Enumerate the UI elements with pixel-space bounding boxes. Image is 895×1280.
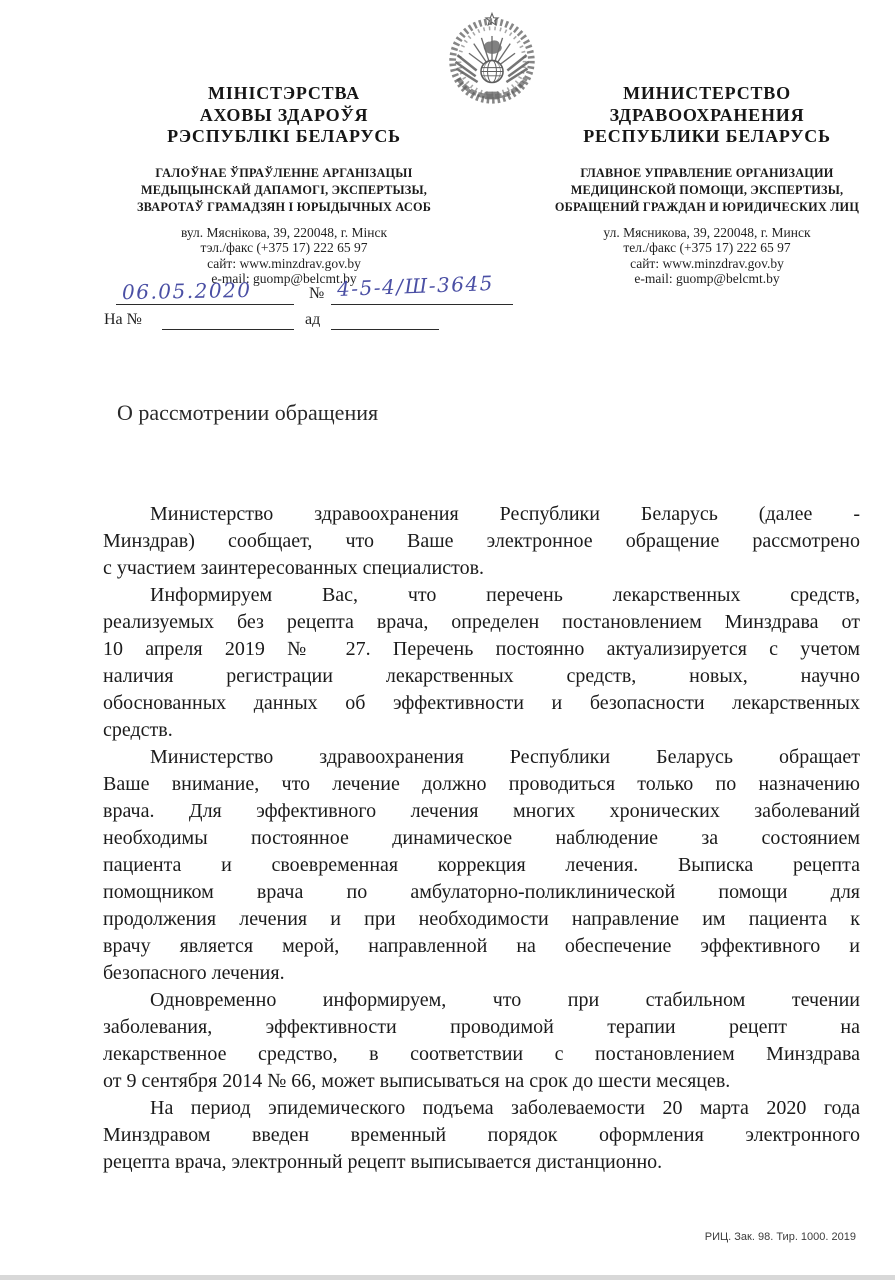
body-text-line: безопасного лечения. — [103, 962, 285, 984]
body-text-line: наличия регистрации лекарственных средств, новых, научно — [103, 665, 860, 687]
body-text-line: обоснованных данных об эффективности и безопасности лекарственных — [103, 692, 860, 714]
reply-number-underline — [162, 329, 294, 330]
text-line: РЭСПУБЛІКІ БЕЛАРУСЬ — [167, 126, 401, 146]
print-imprint: РИЦ. Зак. 98. Тир. 1000. 2019 — [704, 1231, 856, 1243]
body-text-line: Одновременно информируем, что при стабильном течении — [150, 989, 860, 1011]
scan-edge-artifact — [0, 1275, 895, 1280]
number-sign-label: № — [309, 285, 325, 302]
text-line: РЕСПУБЛИКИ БЕЛАРУСЬ — [583, 126, 831, 146]
text-line: тел./факс (+375 17) 222 65 97 — [623, 240, 791, 255]
text-line: e-mail: guomp@belcmt.by — [634, 271, 780, 286]
text-line: МЕДИЦИНСКОЙ ПОМОЩИ, ЭКСПЕРТИЗЫ, — [570, 182, 844, 197]
number-underline — [331, 304, 513, 305]
body-text-line: Министерство здравоохранения Республики Беларусь (далее - — [150, 503, 860, 525]
text-line: ГАЛОЎНАЕ ЎПРАЎЛЕННЕ АРГАНІЗАЦЫІ — [155, 165, 413, 180]
body-text-line: с участием заинтересованных специалистов. — [103, 557, 485, 579]
body-text-line: На период эпидемического подъема заболеваемости 20 марта 2020 года — [150, 1097, 860, 1119]
text-line: ул. Мясникова, 39, 220048, г. Минск — [603, 224, 811, 240]
subject-line: О рассмотрении обращения — [117, 400, 379, 425]
text-line: АХОВЫ ЗДАРОЎЯ — [199, 104, 369, 125]
reply-date-underline — [331, 329, 439, 330]
body-text-line: продолжения лечения и при необходимости направление им пациента к — [103, 908, 860, 930]
reply-to-label: На № — [104, 311, 142, 328]
outgoing-number-handwritten: 4-5-4/Ш-3645 — [336, 270, 495, 302]
date-underline — [116, 304, 294, 305]
contact-address-ru — [518, 225, 895, 287]
body-text-line: необходимы постоянное динамическое наблюдение за состоянием — [103, 827, 860, 849]
body-text-line: пациента и своевременная коррекция лечения. Выписка рецепта — [103, 854, 860, 876]
text-line: МЕДЫЦЫНСКАЙ ДАПАМОГІ, ЭКСПЕРТЫЗЫ, — [140, 182, 428, 197]
text-line: ЗДРАВООХРАНЕНИЯ — [609, 104, 805, 125]
text-line: МИНИСТЕРСТВО — [623, 83, 791, 103]
body-text-line: лекарственное средство, в соответствии с постановлением Минздрава — [103, 1043, 860, 1065]
text-line: вул. Мяснікова, 39, 220048, г. Мінск — [180, 224, 388, 240]
body-text-line: реализуемых без рецепта врача, определен постановлением Минздрава от — [103, 611, 860, 633]
body-text-line: помощником врача по амбулаторно-поликлинической помощи для — [103, 881, 860, 903]
body-text-line: Минздрав) сообщает, что Ваше электронное обращение рассмотрено — [103, 530, 860, 552]
outgoing-date-handwritten: 06.05.2020 — [121, 277, 252, 305]
body-text-line: рецепта врача, электронный рецепт выписывается дистанционно. — [103, 1151, 663, 1173]
body-text-line: врачу является мерой, направленной на обеспечение эффективного и — [103, 935, 860, 957]
text-line: e-mail: guomp@belcmt.by — [211, 271, 357, 286]
letterhead-russian — [518, 83, 895, 287]
reply-from-label: ад — [305, 311, 321, 328]
ministry-title-ru — [518, 83, 895, 148]
body-text-line: врача. Для эффективного лечения многих хронических заболеваний — [103, 800, 860, 822]
body-text-line: Ваше внимание, что лечение должно проводиться только по назначению — [103, 773, 860, 795]
body-text-line: от 9 сентября 2014 № 66, может выписываться на срок до шести месяцев. — [103, 1070, 731, 1092]
body-text-line: Министерство здравоохранения Республики Беларусь обращает — [150, 746, 860, 768]
text-line: сайт: www.minzdrav.gov.by — [207, 255, 361, 271]
body-text-line: заболевания, эффективности проводимой терапии рецепт на — [103, 1016, 860, 1038]
body-text-line: 10 апреля 2019 № 27. Перечень постоянно актуализируется с учетом — [103, 638, 860, 660]
text-line: МІНІСТЭРСТВА — [208, 83, 360, 103]
letter-body — [103, 501, 860, 1176]
text-line: ГЛАВНОЕ УПРАВЛЕНИЕ ОРГАНИЗАЦИИ — [580, 165, 834, 180]
department-name-ru — [518, 165, 895, 216]
ministry-title-by — [96, 83, 472, 148]
body-text-line: Минздравом введен временный порядок оформления электронного — [103, 1124, 860, 1146]
text-line: ОБРАЩЕНИЙ ГРАЖДАН И ЮРИДИЧЕСКИХ ЛИЦ — [554, 199, 860, 214]
body-text-line: средств. — [103, 719, 173, 741]
text-line: ЗВАРОТАЎ ГРАМАДЗЯН І ЮРЫДЫЧНЫХ АСОБ — [136, 199, 432, 214]
text-line: тэл./факс (+375 17) 222 65 97 — [200, 240, 368, 255]
letterhead-belarusian — [96, 83, 472, 287]
department-name-by — [96, 165, 472, 216]
body-text-line: Информируем Вас, что перечень лекарственных средств, — [150, 584, 860, 606]
text-line: сайт: www.minzdrav.gov.by — [630, 255, 784, 271]
